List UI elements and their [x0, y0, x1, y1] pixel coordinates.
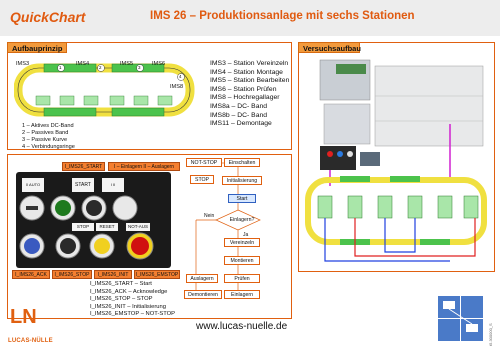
station-list-item: IMS8a – DC- Band: [210, 102, 268, 110]
station-tag: IMS3: [16, 61, 30, 67]
switch-label: 0 AUTO: [22, 178, 44, 192]
aufbau-title: Aufbauprinzip: [7, 42, 67, 53]
legend-item: 1 – Aktives DC-Band: [22, 123, 74, 129]
signal-item: I_IMS26_START – Start: [90, 281, 152, 287]
panel-label: I – Einlagern II – Auslagern: [108, 162, 180, 171]
switch-label: I II: [102, 178, 124, 192]
rack-frame: [375, 66, 483, 146]
flow-nein: Nein: [204, 213, 215, 219]
station-box: [438, 196, 452, 218]
aufbau-diagram: [14, 60, 199, 122]
belt-number: 3: [138, 65, 141, 70]
product-code: t5.300000_S: [488, 323, 493, 346]
station-box: [134, 96, 148, 105]
flow-einlagern-box: Einlagern: [224, 290, 260, 299]
legend-item: 3 – Passive Kurve: [22, 137, 68, 143]
flow-demontieren: Demontieren: [184, 290, 222, 299]
station-box: [60, 96, 74, 105]
station-box: [348, 196, 362, 218]
flow-stop: STOP: [190, 175, 214, 184]
start-label: START: [72, 178, 94, 192]
signal-item: I_IMS26_STOP – STOP: [90, 296, 153, 303]
page-title: IMS 26 – Produktionsanlage mit sechs Stationen: [150, 10, 415, 22]
belt-active: [112, 108, 164, 116]
reset-label: RESET: [96, 223, 118, 231]
panel-label: I_IMS26_ACK: [12, 270, 50, 279]
station-list-item: IMS8 – Hochregallager: [210, 94, 280, 102]
belt-number: 2: [99, 65, 102, 70]
flow-auslagern: Auslagern: [186, 274, 218, 283]
belt-active: [44, 108, 96, 116]
panel-label: I_IMS26_STOP: [52, 270, 92, 279]
station-list-item: IMS6 – Station Prüfen: [210, 85, 277, 93]
station-tag: IMS4: [76, 61, 90, 67]
station-tag: IMS5: [120, 61, 134, 67]
flow-ja: Ja: [243, 232, 249, 238]
station-box: [318, 196, 332, 218]
flow-einschalten: Einschalten: [224, 158, 260, 167]
brand-name: QuickChart: [10, 9, 86, 25]
signal-item: I_IMS26_INIT – Initialisierung: [90, 303, 166, 310]
flow-vereinzeln: Vereinzeln: [224, 238, 260, 247]
flow-einlagern-question: Einlagern?: [229, 217, 255, 223]
belt-loop: [308, 180, 484, 242]
signal-item: I_IMS26_ACK – Acknowledge: [90, 288, 168, 295]
ln-logo-text: LUCAS-NÜLLE: [8, 338, 53, 344]
station-box: [36, 96, 50, 105]
station-list-item: IMS11 – Demontage: [210, 120, 272, 128]
station-tag: IMS8: [170, 84, 184, 90]
station-box: [464, 196, 478, 218]
station-list-item: IMS4 – Station Montage: [210, 68, 283, 76]
station-list-item: IMS8b – DC- Band: [210, 111, 268, 119]
station-box: [84, 96, 98, 105]
station-tag: IMS6: [152, 61, 166, 67]
flow-start: Start: [228, 194, 256, 203]
station-box: [408, 196, 422, 218]
stop-label: STOP: [72, 223, 94, 231]
station-box: [110, 96, 124, 105]
legend-item: 4 – Verbindungsringe: [22, 144, 75, 150]
versuch-title: Versuchsaufbau: [298, 42, 360, 53]
panel-label: I_IMS26_START: [62, 162, 105, 171]
versuch-photo: [300, 56, 493, 270]
signal-list: [90, 281, 175, 319]
flow-notstop: NOT-STOP: [186, 158, 222, 167]
signal-item: I_IMS26_EMSTOP – NOT-STOP: [90, 311, 176, 318]
belt-loop: [18, 68, 190, 112]
station-list-item: IMS5 – Station Bearbeiten: [210, 77, 290, 85]
station-box: [158, 96, 172, 105]
station-list-item: IMS3 – Station Vereinzeln: [210, 60, 289, 67]
panel-label: I_IMS26_EMSTOP: [135, 272, 179, 278]
belt-number: 1: [59, 65, 62, 70]
ln-logo: LN: [10, 306, 37, 328]
station-list: [210, 60, 289, 129]
network-icon: [438, 296, 484, 344]
flow-initialisierung: Initialisierung: [222, 176, 262, 185]
belt-number: 4: [179, 74, 182, 79]
control-box: [320, 146, 356, 170]
flow-pruefen: Prüfen: [224, 274, 260, 283]
flow-montieren: Montieren: [224, 256, 260, 265]
station-box: [378, 196, 392, 218]
legend-item: 2 – Passives Band: [22, 130, 69, 136]
notaus-label: NOT-AUS: [127, 224, 148, 229]
panel-label: I_IMS26_INIT: [94, 270, 132, 279]
website-url[interactable]: www.lucas-nuelle.de: [196, 321, 288, 332]
